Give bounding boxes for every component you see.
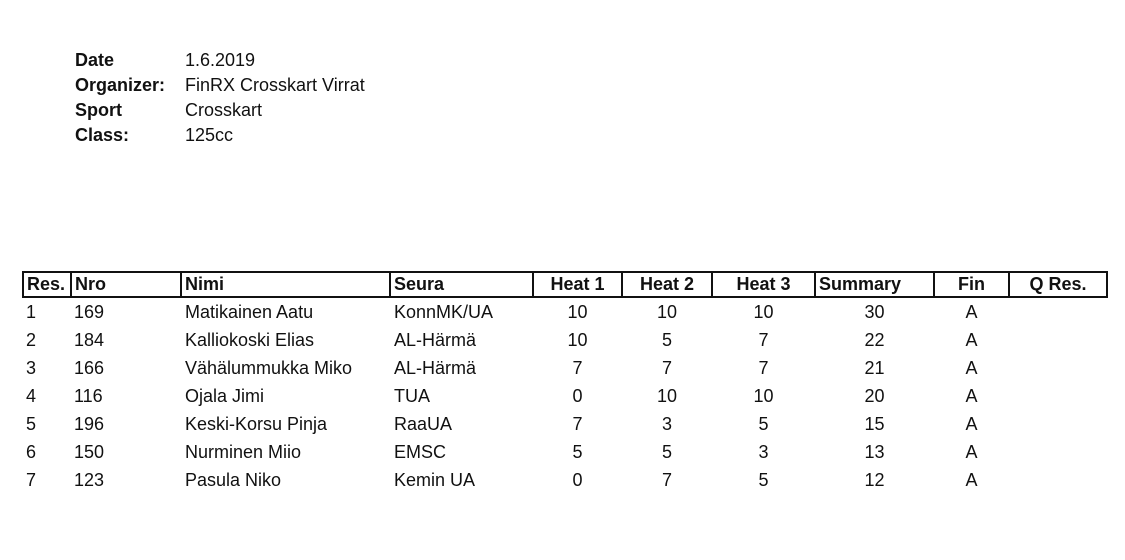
cell-res: 5 (26, 414, 37, 434)
cell-fin: A (965, 386, 978, 406)
table-row (23, 382, 1107, 410)
cell-nimi: Vähälummukka Miko (185, 358, 353, 378)
table-row (23, 466, 1107, 494)
cell-summary: 13 (864, 442, 885, 462)
cell-fin: A (965, 330, 978, 350)
info-row (75, 98, 365, 123)
cell-nro: 169 (74, 302, 105, 322)
cell-heat-2: 10 (656, 386, 678, 406)
cell-q-res (1009, 326, 1107, 354)
header-heat-3: Heat 3 (712, 272, 815, 297)
info-row (75, 123, 365, 148)
cell-seura: Kemin UA (394, 470, 476, 490)
cell-seura: EMSC (394, 442, 447, 462)
cell-heat-1: 0 (572, 386, 583, 406)
table-row (23, 297, 1107, 326)
cell-heat-1: 7 (572, 414, 583, 434)
cell-nimi: Nurminen Miio (185, 442, 302, 462)
cell-summary: 22 (864, 330, 885, 350)
info-label: Date (75, 50, 115, 70)
cell-fin: A (965, 358, 978, 378)
cell-summary: 20 (864, 386, 885, 406)
info-value: Crosskart (185, 100, 263, 120)
cell-heat-2: 5 (661, 442, 672, 462)
results-header-row (23, 272, 1107, 297)
header-nro: Nro (71, 272, 181, 297)
cell-nimi: Ojala Jimi (185, 386, 265, 406)
cell-heat-1: 5 (572, 442, 583, 462)
cell-fin: A (965, 414, 978, 434)
header-res: Res. (23, 272, 71, 297)
info-row (75, 73, 365, 98)
cell-q-res (1009, 382, 1107, 410)
cell-heat-2: 3 (661, 414, 672, 434)
cell-res: 6 (26, 442, 37, 462)
table-row (23, 326, 1107, 354)
cell-nro: 123 (74, 470, 105, 490)
table-row (23, 410, 1107, 438)
cell-summary: 12 (864, 470, 885, 490)
cell-q-res (1009, 410, 1107, 438)
cell-heat-1: 10 (567, 330, 588, 350)
header-nimi: Nimi (181, 272, 390, 297)
cell-seura: TUA (394, 386, 430, 406)
cell-heat-3: 5 (758, 470, 769, 490)
cell-nro: 116 (74, 386, 103, 406)
cell-summary: 15 (864, 414, 885, 434)
table-row (23, 354, 1107, 382)
cell-fin: A (965, 442, 978, 462)
cell-nro: 166 (74, 358, 105, 378)
cell-nro: 184 (74, 330, 105, 350)
cell-q-res (1009, 354, 1107, 382)
cell-heat-2: 10 (656, 302, 678, 322)
cell-res: 2 (26, 330, 37, 350)
info-label: Organizer: (75, 75, 166, 95)
cell-nimi: Keski-Korsu Pinja (185, 414, 328, 434)
info-label: Class: (75, 125, 130, 145)
header-q-res: Q Res. (1009, 272, 1107, 297)
cell-seura: RaaUA (394, 414, 453, 434)
cell-summary: 30 (864, 302, 885, 322)
info-value: 1.6.2019 (185, 50, 256, 70)
cell-nro: 196 (74, 414, 105, 434)
cell-nimi: Matikainen Aatu (185, 302, 314, 322)
info-label: Sport (75, 100, 122, 120)
cell-q-res (1009, 297, 1107, 326)
cell-res: 3 (26, 358, 37, 378)
cell-nimi: Kalliokoski Elias (185, 330, 315, 350)
cell-fin: A (965, 302, 978, 322)
header-heat-2: Heat 2 (622, 272, 712, 297)
cell-heat-3: 7 (758, 330, 769, 350)
cell-nimi: Pasula Niko (185, 470, 282, 490)
cell-heat-3: 10 (753, 302, 774, 322)
info-value: 125cc (185, 125, 234, 145)
header-seura: Seura (390, 272, 533, 297)
cell-heat-2: 7 (661, 358, 672, 378)
cell-heat-3: 3 (758, 442, 769, 462)
cell-heat-1: 7 (572, 358, 583, 378)
cell-res: 7 (26, 470, 37, 490)
cell-q-res (1009, 466, 1107, 494)
cell-nro: 150 (74, 442, 105, 462)
cell-heat-3: 5 (758, 414, 769, 434)
cell-heat-1: 10 (567, 302, 588, 322)
table-row (23, 438, 1107, 466)
header-heat-1: Heat 1 (533, 272, 622, 297)
cell-res: 4 (26, 386, 37, 406)
cell-seura: KonnMK/UA (394, 302, 494, 322)
header-fin: Fin (934, 272, 1009, 297)
cell-seura: AL-Härmä (394, 358, 477, 378)
cell-heat-2: 5 (661, 330, 672, 350)
info-row (75, 48, 365, 73)
cell-heat-2: 7 (661, 470, 672, 490)
cell-fin: A (965, 470, 978, 490)
results-table (22, 271, 1108, 494)
cell-seura: AL-Härmä (394, 330, 477, 350)
cell-heat-3: 10 (753, 386, 774, 406)
header-summary: Summary (815, 272, 934, 297)
info-value: FinRX Crosskart Virrat (185, 75, 365, 95)
cell-summary: 21 (864, 358, 885, 378)
cell-heat-3: 7 (758, 358, 769, 378)
cell-res: 1 (26, 302, 37, 322)
event-info (75, 48, 365, 148)
cell-heat-1: 0 (572, 470, 583, 490)
cell-q-res (1009, 438, 1107, 466)
